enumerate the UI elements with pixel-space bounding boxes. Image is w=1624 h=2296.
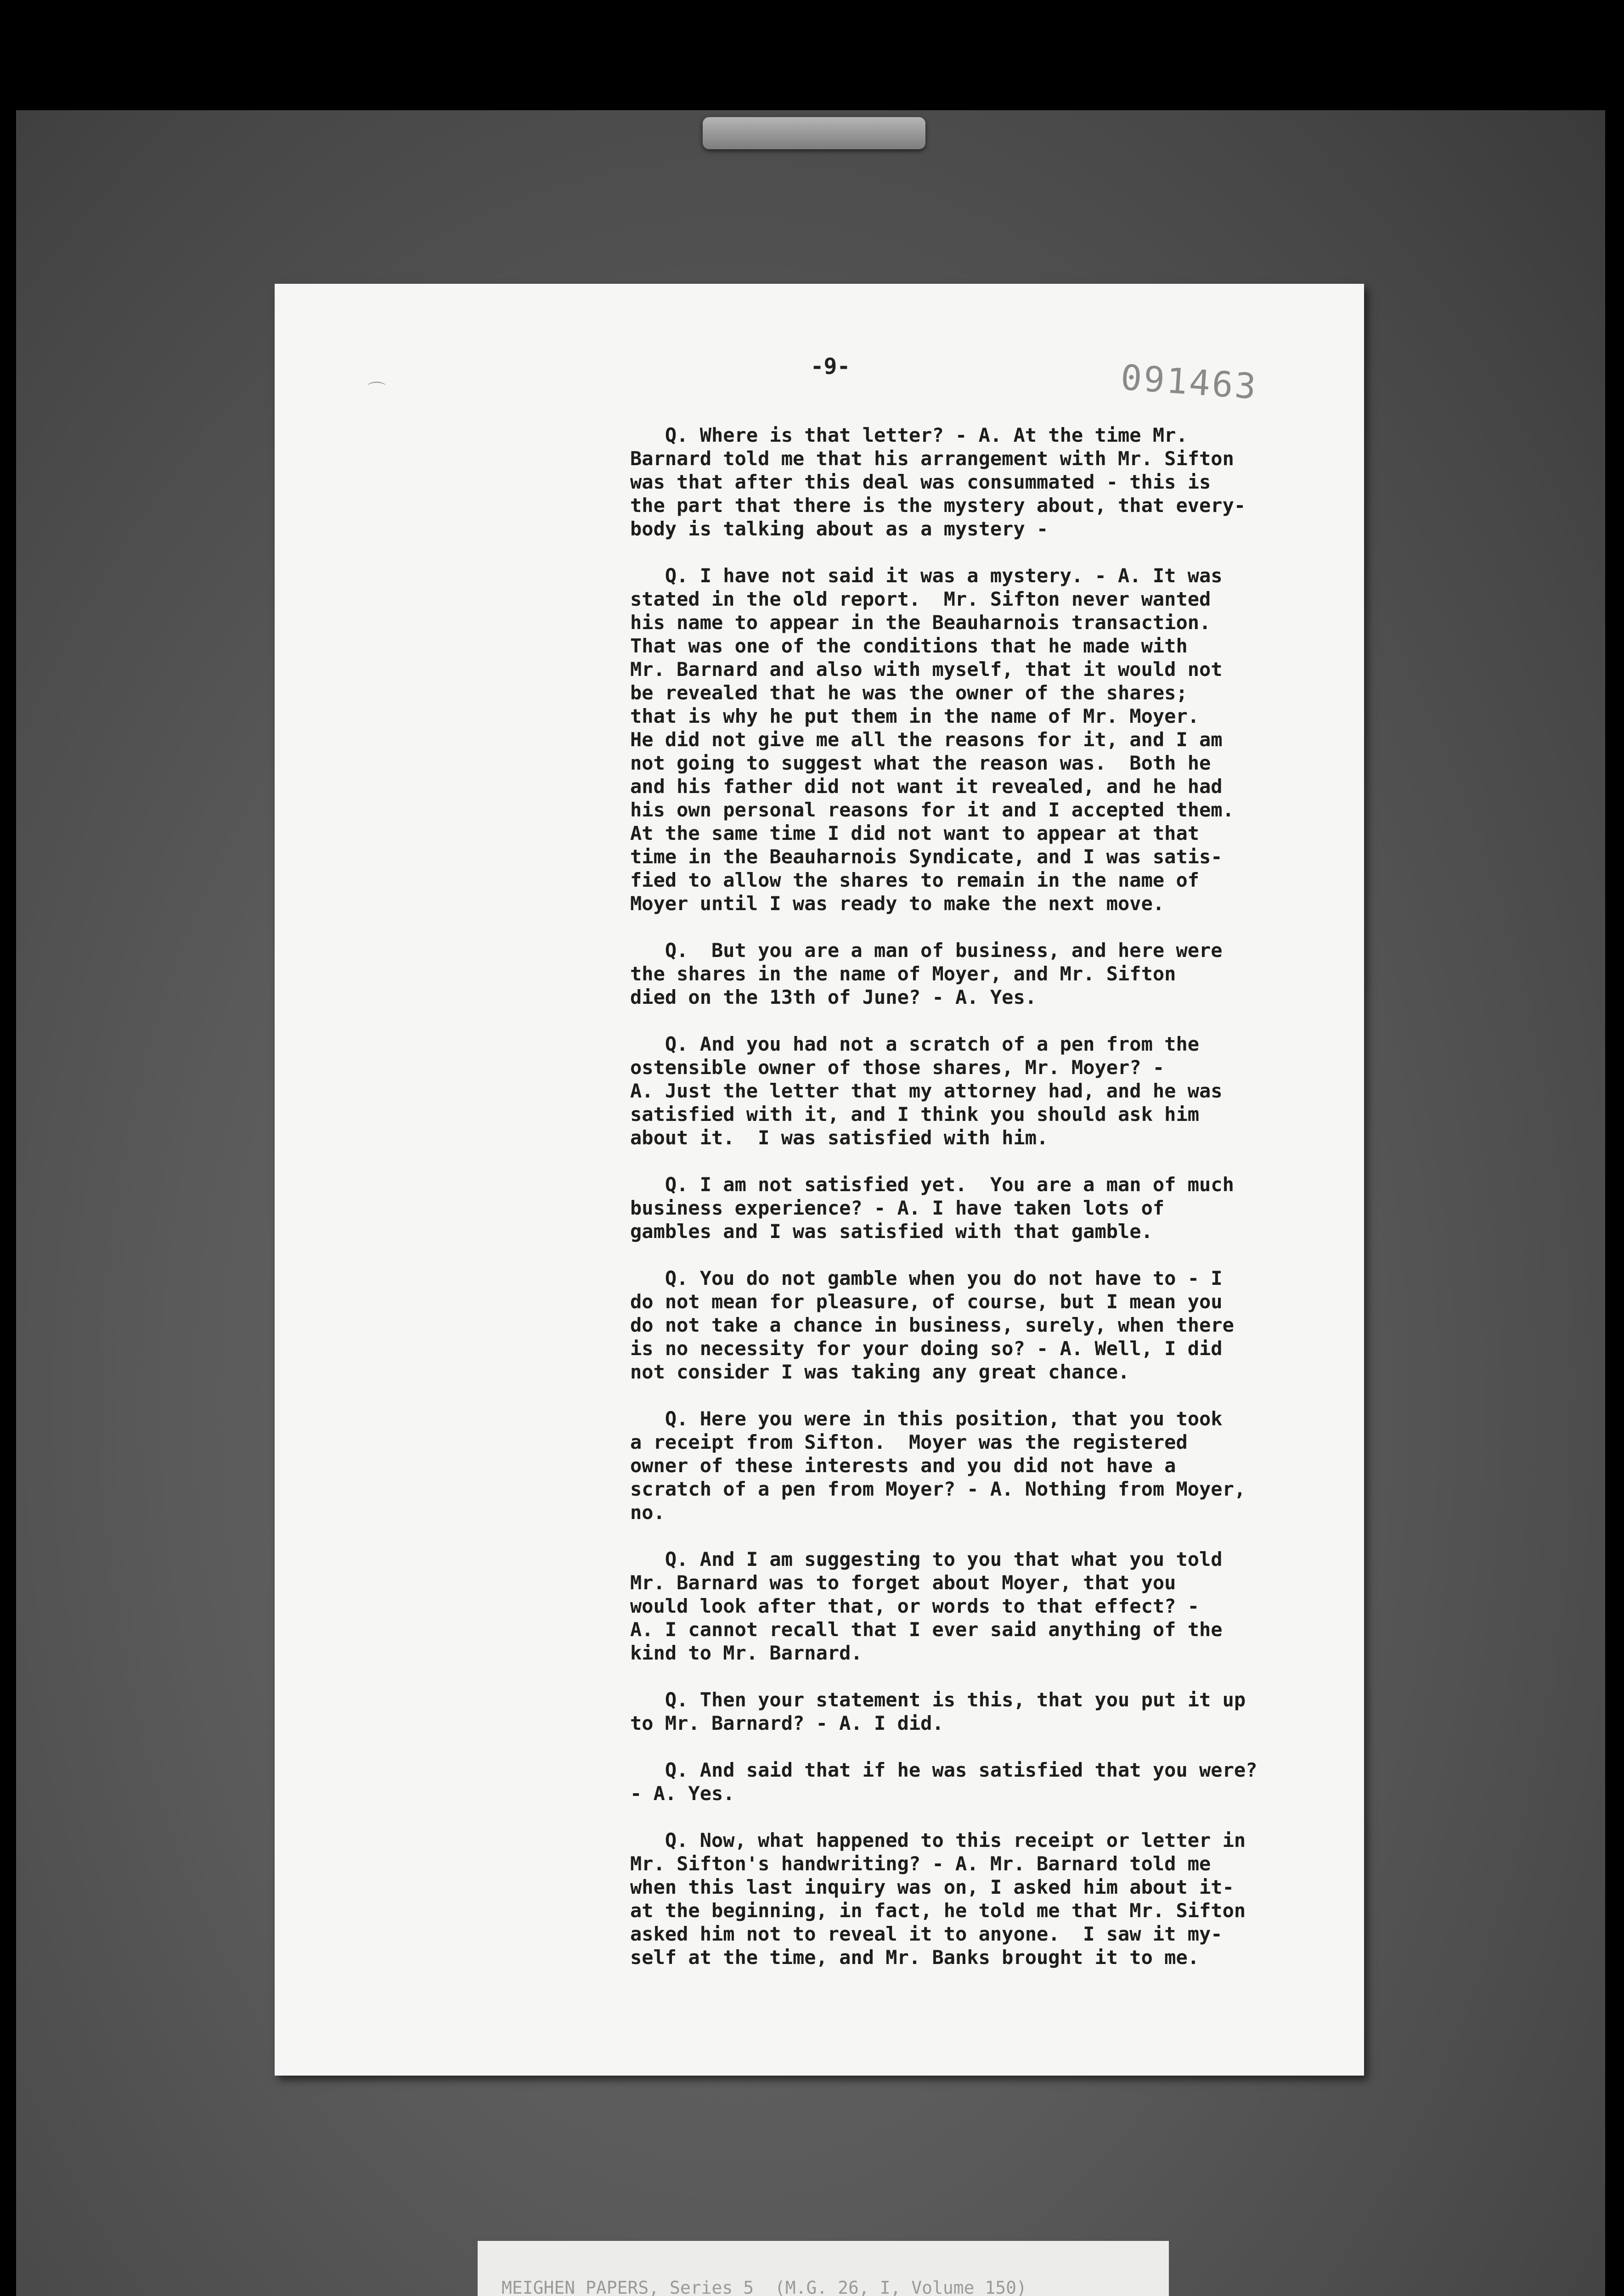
- transcript-line: would look after that, or words to that effect? -: [630, 1595, 1200, 1617]
- transcript-line: Q. Where is that letter? - A. At the time Mr.: [630, 424, 1188, 446]
- transcript-line: Barnard told me that his arrangement with Mr. Sifton: [630, 447, 1234, 470]
- transcript-line: gambles and I was satisfied with that gamble.: [630, 1220, 1153, 1243]
- transcript-line: stated in the old report. Mr. Sifton never wanted: [630, 588, 1211, 610]
- transcript-paragraph: [630, 423, 1365, 540]
- transcript-line: scratch of a pen from Moyer? - A. Nothing from Moyer,: [630, 1478, 1246, 1500]
- pencil-mark: ⌒: [367, 381, 386, 402]
- transcript-line: is no necessity for your doing so? - A. Well, I did: [630, 1337, 1223, 1360]
- transcript-line: Q. Here you were in this position, that you took: [630, 1407, 1223, 1430]
- transcript-line: that is why he put them in the name of Mr. Moyer.: [630, 705, 1200, 727]
- stamp-number: 091463: [1119, 356, 1259, 407]
- transcript-line: not consider I was taking any great chance.: [630, 1361, 1130, 1383]
- transcript-line: Q. Then your statement is this, that you put it up: [630, 1688, 1246, 1711]
- transcript-line: the part that there is the mystery about, that every-: [630, 494, 1246, 517]
- transcript-line: no.: [630, 1501, 665, 1524]
- transcript-line: Q. And said that if he was satisfied that you were?: [630, 1759, 1257, 1781]
- transcript-line: Q. I have not said it was a mystery. - A. It was: [630, 564, 1223, 587]
- transcript-line: a receipt from Sifton. Moyer was the registered: [630, 1431, 1188, 1453]
- transcript-paragraph: [630, 1173, 1365, 1243]
- transcript-line: owner of these interests and you did not have a: [630, 1454, 1176, 1477]
- transcript-line: died on the 13th of June? - A. Yes.: [630, 986, 1037, 1008]
- transcript-paragraph: [630, 1758, 1365, 1805]
- transcript-line: at the beginning, in fact, he told me that Mr. Sifton: [630, 1899, 1246, 1922]
- transcript-line: A. Just the letter that my attorney had, and he was: [630, 1080, 1223, 1102]
- transcript-line: do not take a chance in business, surely, when there: [630, 1314, 1234, 1336]
- archive-reference: MEIGHEN PAPERS, Series 5 (M.G. 26, I, Volume 150): [502, 2278, 1027, 2296]
- transcript-line: satisfied with it, and I think you should ask him: [630, 1103, 1200, 1125]
- transcript-line: He did not give me all the reasons for it, and I am: [630, 728, 1223, 751]
- transcript-line: Mr. Barnard was to forget about Moyer, that you: [630, 1571, 1176, 1594]
- transcript-line: not going to suggest what the reason was. Both he: [630, 752, 1211, 774]
- transcript-line: - A. Yes.: [630, 1782, 735, 1805]
- transcript-line: his own personal reasons for it and I accepted them.: [630, 799, 1234, 821]
- transcript-paragraph: [630, 1829, 1365, 1969]
- binder-clip: [703, 117, 925, 149]
- transcript-line: fied to allow the shares to remain in the name of: [630, 869, 1200, 891]
- transcript-line: about it. I was satisfied with him.: [630, 1126, 1049, 1149]
- transcript-line: Q. And you had not a scratch of a pen from the: [630, 1033, 1200, 1055]
- transcript-line: Moyer until I was ready to make the next move.: [630, 892, 1165, 915]
- transcript-line: to Mr. Barnard? - A. I did.: [630, 1712, 944, 1734]
- transcript-line: his name to appear in the Beauharnois transaction.: [630, 611, 1211, 634]
- transcript-line: business experience? - A. I have taken lots of: [630, 1197, 1165, 1219]
- transcript-line: Q. I am not satisfied yet. You are a man of much: [630, 1173, 1234, 1196]
- transcript-line: That was one of the conditions that he made with: [630, 635, 1188, 657]
- transcript-line: when this last inquiry was on, I asked him about it-: [630, 1876, 1234, 1898]
- transcript-line: self at the time, and Mr. Banks brought it to me.: [630, 1946, 1200, 1969]
- transcript-paragraph: [630, 939, 1365, 1009]
- transcript-line: body is talking about as a mystery -: [630, 518, 1049, 540]
- transcript-line: Mr. Barnard and also with myself, that it would not: [630, 658, 1223, 681]
- transcript-line: Q. You do not gamble when you do not have to - I: [630, 1267, 1223, 1289]
- transcript-line: Q. And I am suggesting to you that what you told: [630, 1548, 1223, 1570]
- transcript-line: be revealed that he was the owner of the shares;: [630, 681, 1188, 704]
- transcript-body: [630, 423, 1365, 2021]
- transcript-line: At the same time I did not want to appear at that: [630, 822, 1200, 844]
- transcript-paragraph: [630, 1266, 1365, 1384]
- transcript-paragraph: [630, 1032, 1365, 1149]
- transcript-line: A. I cannot recall that I ever said anything of the: [630, 1618, 1223, 1641]
- transcript-line: do not mean for pleasure, of course, but I mean you: [630, 1290, 1223, 1313]
- transcript-paragraph: [630, 564, 1365, 915]
- transcript-line: kind to Mr. Barnard.: [630, 1642, 863, 1664]
- page-number: -9-: [810, 354, 851, 379]
- transcript-line: time in the Beauharnois Syndicate, and I was satis-: [630, 845, 1223, 868]
- transcript-line: the shares in the name of Moyer, and Mr. Sifton: [630, 962, 1176, 985]
- transcript-line: asked him not to reveal it to anyone. I saw it my-: [630, 1923, 1223, 1945]
- transcript-paragraph: [630, 1407, 1365, 1524]
- transcript-line: Q. But you are a man of business, and here were: [630, 939, 1223, 962]
- transcript-line: ostensible owner of those shares, Mr. Moyer? -: [630, 1056, 1165, 1079]
- transcript-paragraph: [630, 1688, 1365, 1735]
- transcript-line: and his father did not want it revealed, and he had: [630, 775, 1223, 798]
- transcript-paragraph: [630, 1548, 1365, 1665]
- transcript-line: Q. Now, what happened to this receipt or letter in: [630, 1829, 1246, 1851]
- transcript-line: was that after this deal was consummated - this is: [630, 471, 1211, 493]
- transcript-line: Mr. Sifton's handwriting? - A. Mr. Barnard told me: [630, 1852, 1211, 1875]
